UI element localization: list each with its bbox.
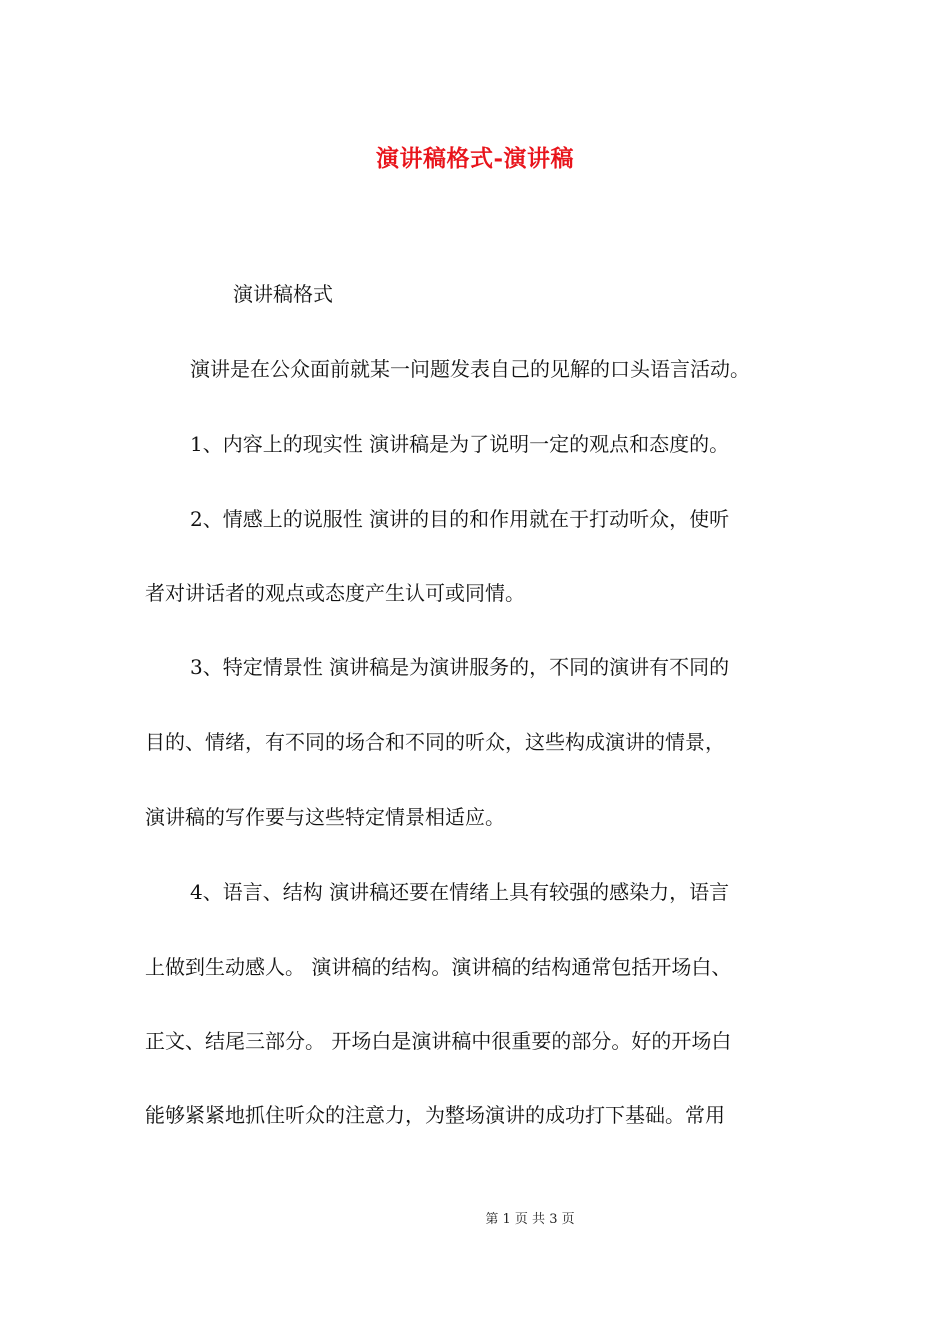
paragraph-line-1: 演讲是在公众面前就某一问题发表自己的见解的口头语言活动。 xyxy=(190,357,750,381)
paragraph-line-11: 能够紧紧地抓住听众的注意力，为整场演讲的成功打下基础。常用 xyxy=(145,1103,725,1127)
paragraph-line-7: 演讲稿的写作要与这些特定情景相适应。 xyxy=(145,805,505,829)
document-title: 演讲稿格式-演讲稿 xyxy=(375,145,575,172)
document-subheading: 演讲稿格式 xyxy=(233,282,333,306)
paragraph-line-9: 上做到生动感人。 演讲稿的结构。演讲稿的结构通常包括开场白、 xyxy=(145,955,732,979)
page-number-footer: 第 1 页 共 3 页 xyxy=(485,1212,575,1227)
paragraph-line-8: 4、语言、结构 演讲稿还要在情绪上具有较强的感染力，语言 xyxy=(190,880,730,904)
paragraph-line-3: 2、情感上的说服性 演讲的目的和作用就在于打动听众，使听 xyxy=(190,507,730,531)
paragraph-line-2: 1、内容上的现实性 演讲稿是为了说明一定的观点和态度的。 xyxy=(190,432,730,456)
paragraph-line-5: 3、特定情景性 演讲稿是为演讲服务的，不同的演讲有不同的 xyxy=(190,655,730,679)
paragraph-line-4: 者对讲话者的观点或态度产生认可或同情。 xyxy=(145,581,525,605)
paragraph-line-6: 目的、情绪，有不同的场合和不同的听众，这些构成演讲的情景， xyxy=(145,730,725,754)
paragraph-line-10: 正文、结尾三部分。 开场白是演讲稿中很重要的部分。好的开场白 xyxy=(145,1029,732,1053)
